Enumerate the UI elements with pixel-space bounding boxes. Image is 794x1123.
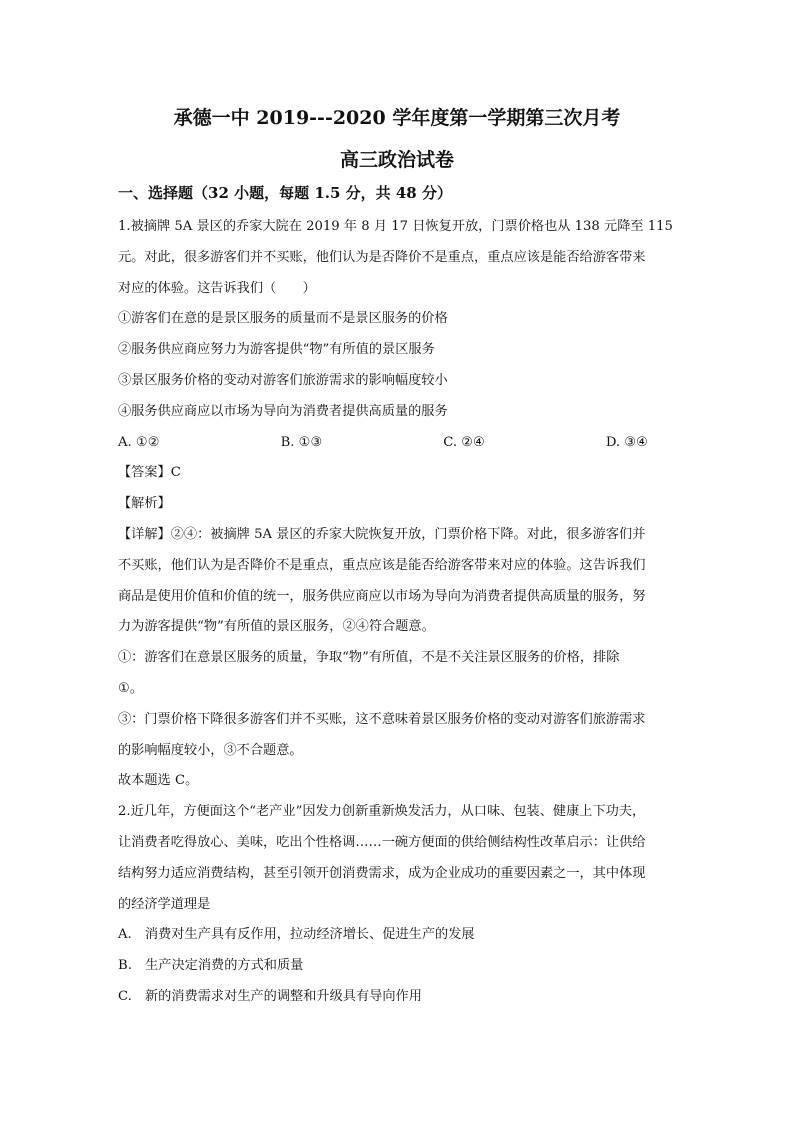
exam-title: 承德一中 2019---2020 学年度第一学期第三次月考: [173, 107, 621, 129]
q1-explanation-line: 故本题选 C。: [118, 773, 199, 789]
q2-option-a: A. 消费对生产具有反作用，拉动经济增长、促进生产的发展: [118, 927, 475, 943]
q1-explanation-line: 的影响幅度较小，③不合题意。: [118, 742, 303, 758]
question-1: [118, 212, 676, 797]
q1-statement: ③景区服务价格的变动对游客们旅游需求的影响幅度较小: [118, 372, 448, 388]
q1-explanation-line: 力为游客提供“物”有所值的景区服务，②④符合题意。: [118, 619, 435, 635]
q1-explanation-line: 商品是使用价值和价值的统一，服务供应商应以市场为导向为消费者提供高质量的服务，努: [118, 588, 646, 604]
q1-stem-line: 对应的体验。这告诉我们（ ）: [118, 280, 316, 296]
q1-explanation-line: 【详解】②④：被摘牌 5A 景区的乔家大院恢复开放，门票价格下降。对此，很多游客们并: [118, 526, 646, 542]
q2-stem-line: 让消费者吃得放心、美味，吃出个性格调……一碗方便面的供给侧结构性改革启示：让供给: [118, 834, 646, 850]
q2-option-c: C. 新的消费需求对生产的调整和升级具有导向作用: [118, 988, 422, 1004]
q1-explanation-line: ③：门票价格下降很多游客们并不买账，这不意味着景区服务价格的变动对游客们旅游需求: [118, 711, 646, 727]
q1-stem-line: 1.被摘牌 5A 景区的乔家大院在 2019 年 8 月 17 日恢复开放，门票价格也从 138 元降至 115: [118, 219, 673, 234]
q1-option-b: B. ①③: [280, 434, 323, 450]
q1-statement: ④服务供应商应以市场为导向为消费者提供高质量的服务: [118, 403, 448, 419]
q1-statement: ①游客们在意的是景区服务的质量而不是景区服务的价格: [118, 311, 448, 327]
q1-options: [118, 428, 676, 459]
question-2: [118, 797, 676, 1013]
q1-option-d: D. ③④: [605, 434, 648, 450]
q1-explanation-line: ①。: [118, 680, 144, 696]
exam-subtitle: 高三政治试卷: [339, 149, 454, 171]
q1-option-c: C. ②④: [443, 434, 485, 450]
q1-statement: ②服务供应商应努力为游客提供“物”有所值的景区服务: [118, 342, 435, 358]
q1-stem-line: 元。对此，很多游客们并不买账，他们认为是否降价不是重点，重点应该是能否给游客带来: [118, 249, 646, 265]
q1-explanation-line: 不买账，他们认为是否降价不是重点，重点应该是能否给游客带来对应的体验。这告诉我们: [118, 557, 646, 573]
q1-answer: 【答案】C: [118, 465, 181, 481]
q2-option-b: B. 生产决定消费的方式和质量: [118, 958, 304, 974]
q1-analysis-label: 【解析】: [118, 496, 171, 512]
section-heading: 一、选择题（32 小题，每题 1.5 分，共 48 分）: [118, 184, 452, 202]
q1-explanation-line: ①：游客们在意景区服务的质量，争取“物”有所值，不是不关注景区服务的价格，排除: [118, 650, 620, 666]
q2-stem-line: 的经济学道理是: [118, 896, 211, 912]
q2-stem-line: 2.近几年，方便面这个“老产业”因发力创新重新焕发活力，从口味、包装、健康上下功夫，: [118, 804, 646, 820]
q2-stem-line: 结构努力适应消费结构，甚至引领开创消费需求，成为企业成功的重要因素之一，其中体现: [118, 865, 646, 881]
q1-option-a: A. ①②: [118, 434, 160, 450]
